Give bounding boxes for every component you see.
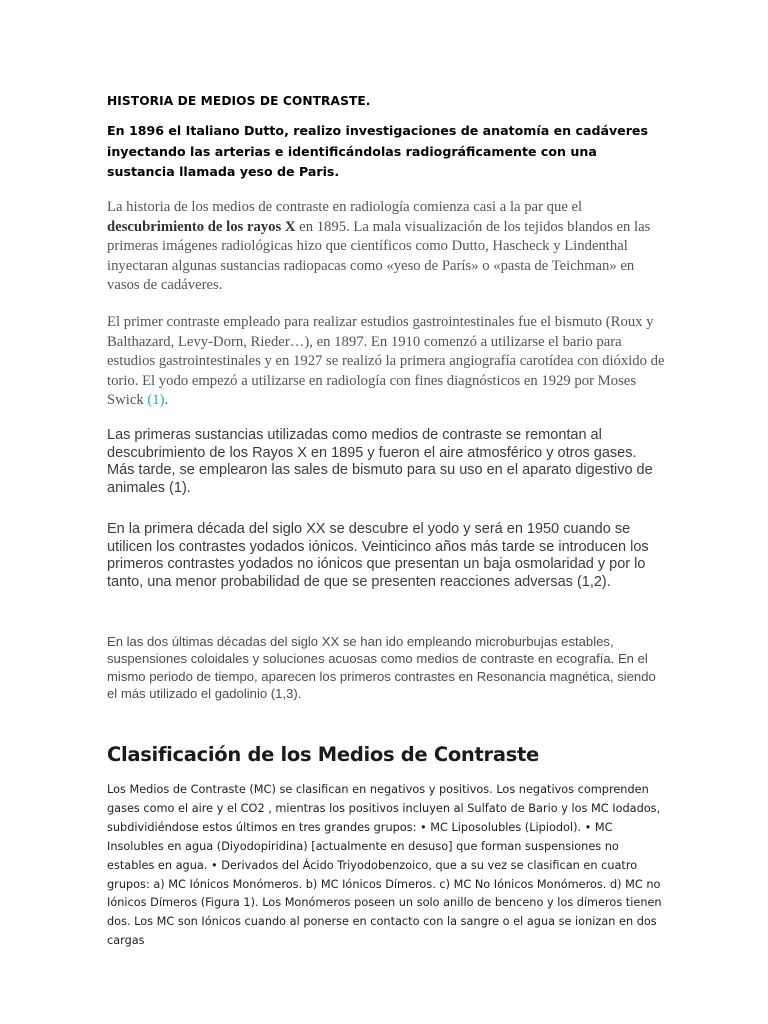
history-paragraph-1 [107,198,667,296]
history-paragraph-1-end: en 1895. La mala visualización de los tejidos blandos en las primeras imágenes radiológicas hizo que científicos como Dutto, Hascheck y Lindenthal inyectaran algunas sustancias radiopacas como «yeso de París» o «pasta de Teichman» en vasos de cadáveres. [107,218,651,293]
reference-link[interactable]: (1) [147,392,165,408]
history-paragraph-2-end: . [164,392,169,408]
section-heading: Clasificación de los Medios de Contraste [107,743,539,766]
classification-paragraph: Los Medios de Contraste (MC) se clasifican en negativos y positivos. Los negativos comprenden gases como el aire y el CO2 , mientras los positivos incluyen al Sulfato de Bario y los MC Iodados, subdividiéndose estos últimos en tres grandes grupos: • MC Liposolubles (Lipiodol). • MC Insolubles en agua (Diyodopiridina) [actualmente en desuso] que forman suspensiones no estables en agua. • Derivados del Ácido Triyodobenzoico, que a su vez se clasifican en cuatro grupos: a) MC Iónicos Monómeros. b) MC Iónicos Dímeros. c) MC No Iónicos Monómeros. d) MC no Iónicos Dímeros (Figura 1). Los Monómeros poseen un solo anillo de benceno y los dímeros tienen dos. Los MC son Iónicos cuando al ponerse en contacto con la sangre o el agua se ionizan en dos cargas [107,783,662,948]
history-paragraph-2 [107,313,667,411]
document-title: HISTORIA DE MEDIOS DE CONTRASTE. [107,94,371,108]
history-paragraph-2-text: El primer contraste empleado para realizar estudios gastrointestinales fue el bismuto (Roux y Balthazard, Levy-Dorn, Rieder…), en 1897. En 1910 comenzó a utilizarse el bario para estudios gastrointestinales y en 1927 se realizó la primera angiografía carotídea con dióxido de torio. El yodo empezó a utilizarse en radiología con fines diagnósticos en 1929 por Moses Swick [107,314,665,408]
history-paragraph-3: Las primeras sustancias utilizadas como medios de contraste se remontan al descubrimiento de los Rayos X en 1895 y fueron el aire atmosférico y otros gases. Más tarde, se emplearon las sales de bismuto para su uso en el aparato digestivo de animales (1). [107,427,653,496]
intro-paragraph: En 1896 el Italiano Dutto, realizo investigaciones de anatomía en cadáveres inyectando las arterias e identificándolas radiográficamente con una sustancia llamada yeso de Paris. [107,123,648,179]
history-paragraph-4: En la primera década del siglo XX se descubre el yodo y será en 1950 cuando se utilicen los contrastes yodados iónicos. Veinticinco años más tarde se introducen los primeros contrastes yodados no iónicos que presentan un baja osmolaridad y por lo tanto, una menor probabilidad de que se presenten reacciones adversas (1,2). [107,521,649,590]
history-paragraph-5: En las dos últimas décadas del siglo XX se han ido empleando microburbujas estables, suspensiones coloidales y soluciones acuosas como medios de contraste en ecografía. En el mismo periodo de tiempo, aparecen los primeros contrastes en Resonancia magnética, siendo el más utilizado el gadolinio (1,3). [107,634,656,701]
history-paragraph-1-start: La historia de los medios de contraste en radiología comienza casi a la par que el [107,199,583,215]
history-paragraph-1-bold: descubrimiento de los rayos X [107,218,296,235]
